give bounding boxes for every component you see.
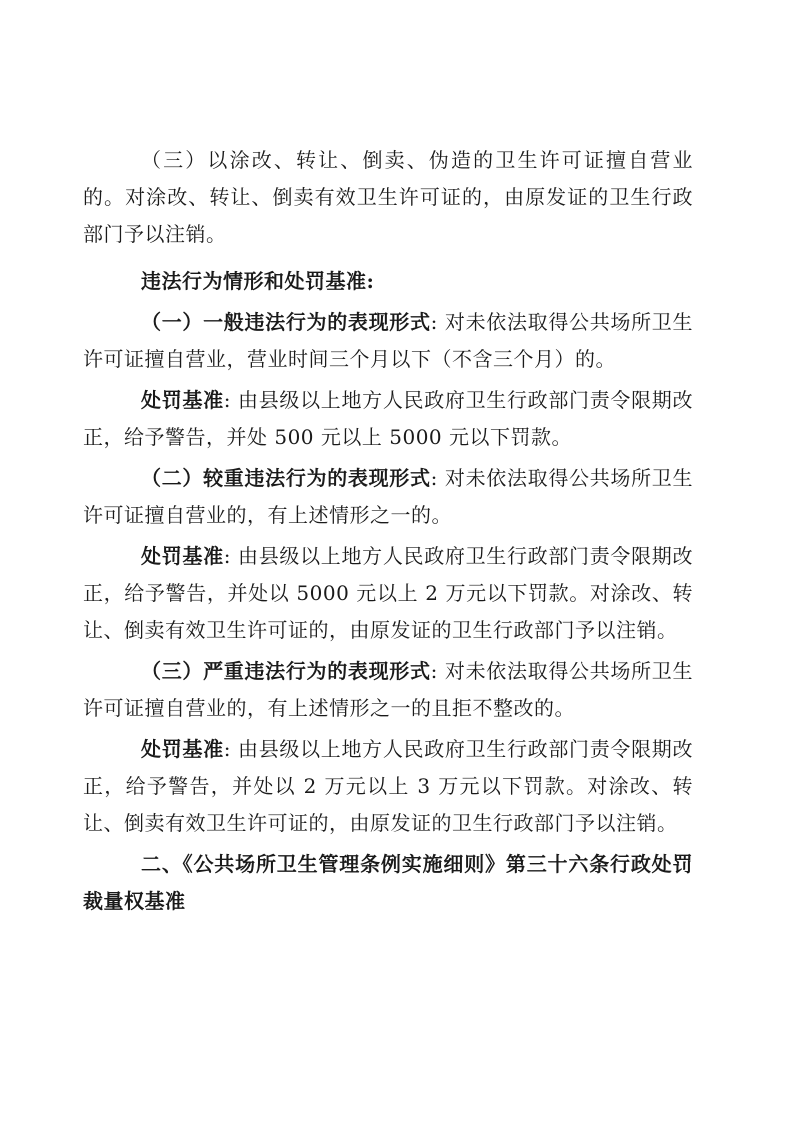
- severe-violation-paragraph: [83, 653, 693, 727]
- severe-violation-text: : 对未依法取得公共场所卫生许可证擅自营业的，有上述情形之一的且拒不整改的。: [83, 659, 693, 720]
- serious-violation-text: : 对未依法取得公共场所卫生许可证擅自营业的，有上述情形之一的。: [83, 466, 693, 527]
- heading-text: 违法行为情形和处罚基准:: [141, 269, 375, 293]
- paragraph-text: （三）以涂改、转让、倒卖、伪造的卫生许可证擅自营业的。对涂改、转让、倒卖有效卫生许可证的，由原发证的卫生行政部门予以注销。: [83, 148, 693, 246]
- section-two-heading: [83, 846, 693, 920]
- paragraph-item-3: [83, 142, 693, 253]
- serious-violation-paragraph: [83, 460, 693, 534]
- general-violation-paragraph: [83, 304, 693, 378]
- penalty-label: 处罚基准: [141, 544, 224, 568]
- penalty-standard-2: [83, 538, 693, 649]
- penalty-standard-1: [83, 382, 693, 456]
- section-two-text: 二、《公共场所卫生管理条例实施细则》第三十六条行政处罚裁量权基准: [83, 852, 693, 913]
- penalty-standard-3: [83, 731, 693, 842]
- serious-violation-label: （二）较重违法行为的表现形式: [141, 466, 431, 490]
- general-violation-label: （一）一般违法行为的表现形式: [141, 310, 431, 334]
- general-violation-text: : 对未依法取得公共场所卫生许可证擅自营业，营业时间三个月以下（不含三个月）的。: [83, 310, 693, 371]
- penalty-label: 处罚基准: [141, 388, 224, 412]
- severe-violation-label: （三）严重违法行为的表现形式: [141, 659, 431, 683]
- penalty-text: : 由县级以上地方人民政府卫生行政部门责令限期改正，给予警告，并处 500 元以上 5000 元以下罚款。: [83, 388, 693, 449]
- penalty-text: : 由县级以上地方人民政府卫生行政部门责令限期改正，给予警告，并处以 2 万元以上 3 万元以下罚款。对涂改、转让、倒卖有效卫生许可证的，由原发证的卫生行政部门予以注销。: [83, 737, 693, 835]
- section-heading: [83, 263, 693, 300]
- penalty-label: 处罚基准: [141, 737, 224, 761]
- penalty-text: : 由县级以上地方人民政府卫生行政部门责令限期改正，给予警告，并处以 5000 元以上 2 万元以下罚款。对涂改、转让、倒卖有效卫生许可证的，由原发证的卫生行政部门予以注销。: [83, 544, 693, 642]
